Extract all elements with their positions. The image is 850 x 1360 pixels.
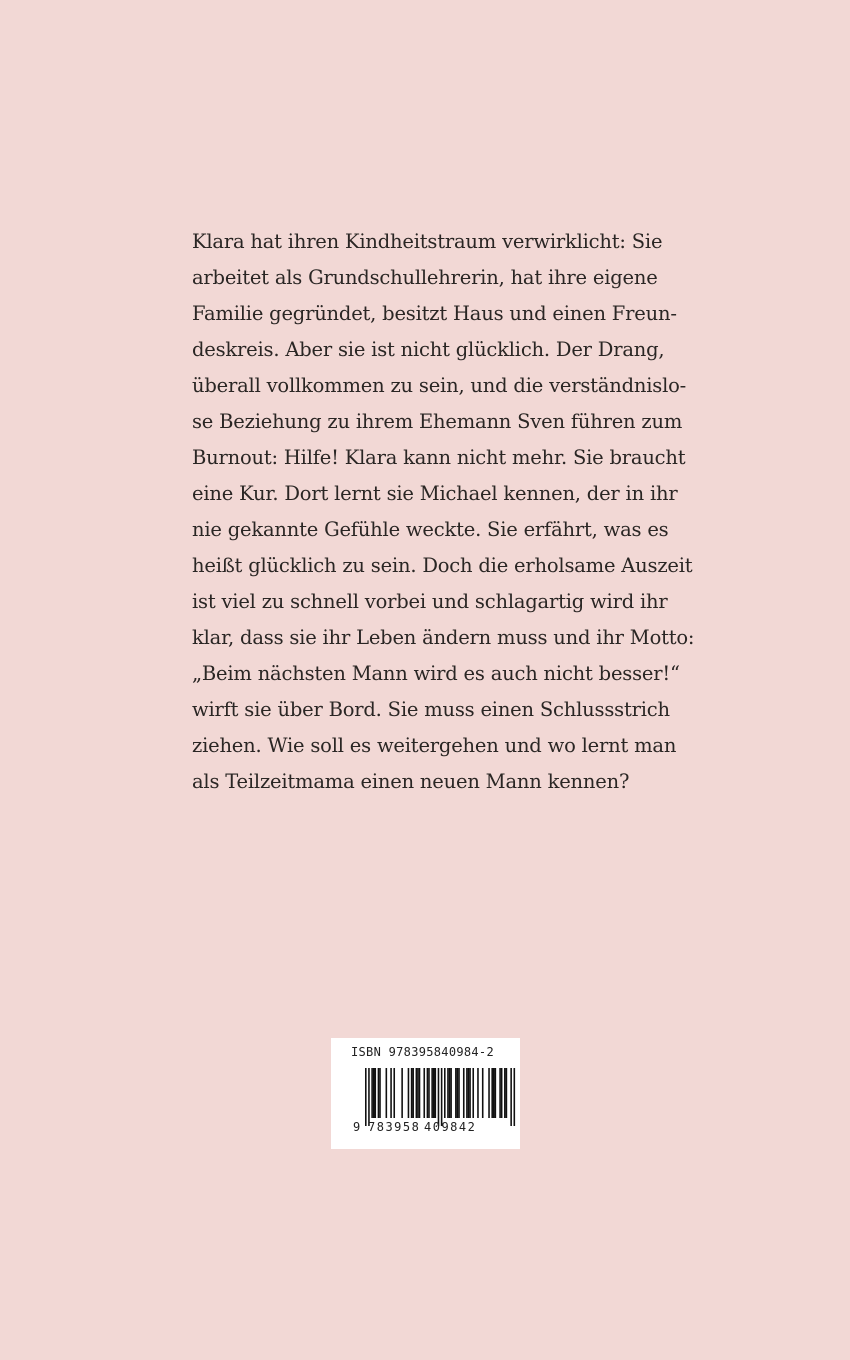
barcode-bar [386,1068,388,1118]
blurb-line: Burnout: Hilfe! Klara kann nicht mehr. Sie braucht [192,446,686,469]
barcode-bar [450,1068,452,1118]
barcode-bar [441,1068,443,1126]
barcode-bar [468,1068,470,1118]
barcode-bar [401,1068,403,1118]
barcode-bar [493,1068,495,1118]
barcode-bar [458,1068,460,1118]
blurb-line: heißt glücklich zu sein. Doch die erholsame Auszeit [192,554,693,577]
barcode-bar [472,1068,474,1118]
blurb-line: Klara hat ihren Kindheitstraum verwirklicht: Sie [192,230,663,253]
barcode-bar [371,1068,373,1118]
barcode-bar [510,1068,512,1126]
barcode-bar [390,1068,392,1118]
barcode-bar [501,1068,503,1118]
barcode-right-digits: 409842 [424,1120,477,1134]
barcode-bar [427,1068,429,1118]
barcode-bar [466,1068,468,1118]
blurb-line: überall vollkommen zu sein, und die verständnislo- [192,374,687,397]
barcode-bar [491,1068,493,1118]
blurb-line: klar, dass sie ihr Leben ändern muss und ihr Motto: [192,626,695,649]
barcode-bar [373,1068,375,1118]
barcode-bar [435,1068,437,1118]
blurb-line: als Teilzeitmama einen neuen Mann kennen? [192,770,630,793]
blurb-line: deskreis. Aber sie ist nicht glücklich. Der Drang, [192,338,665,361]
barcode-bar [368,1068,370,1126]
isbn-label: ISBN 978395840984-2 [351,1045,494,1059]
blurb-line: se Beziehung zu ihrem Ehemann Sven führen zum [192,410,683,433]
blurb-line: eine Kur. Dort lernt sie Michael kennen, der in ihr [192,482,678,505]
blurb-line: Familie gegründet, besitzt Haus und einen Freun- [192,302,677,325]
barcode-bar [412,1068,414,1118]
barcode-bar [449,1068,451,1118]
barcode-bar [416,1068,418,1118]
barcode-bar [419,1068,421,1118]
barcode-bar [428,1068,430,1118]
barcode-bar [488,1068,490,1118]
barcode-bar [408,1068,410,1118]
barcode-bar [455,1068,457,1118]
blurb-line: nie gekannte Gefühle weckte. Sie erfährt, was es [192,518,669,541]
barcode-bar [477,1068,479,1118]
isbn-barcode [331,1038,520,1149]
barcode-bar [365,1068,367,1126]
barcode-bar [482,1068,484,1118]
barcode-bar [495,1068,497,1118]
barcode-bar [444,1068,446,1118]
barcode-bar [374,1068,376,1118]
barcode-bar [499,1068,501,1118]
barcode-bar [431,1068,433,1118]
barcode-bar [463,1068,465,1118]
blurb-line: ist viel zu schnell vorbei und schlagartig wird ihr [192,590,668,613]
barcode-bar [514,1068,516,1126]
barcode-bar [423,1068,425,1118]
blurb-line: ziehen. Wie soll es weitergehen und wo lernt man [192,734,677,757]
barcode-bar [438,1068,440,1126]
barcode-bar [378,1068,380,1118]
barcode-bar [504,1068,506,1118]
barcode-bar [506,1068,508,1118]
barcode-bar [447,1068,449,1118]
barcode-bar [457,1068,459,1118]
barcode-bar [379,1068,381,1118]
barcode-bar [417,1068,419,1118]
barcode-bar [433,1068,435,1118]
barcode-left-digits: 783958 [368,1120,421,1134]
barcode-bar [411,1068,413,1118]
barcode-bar [393,1068,395,1118]
blurb-line: wirft sie über Bord. Sie muss einen Schlussstrich [192,698,670,721]
barcode-first-digit: 9 [353,1120,361,1134]
blurb-line: arbeitet als Grundschullehrerin, hat ihre eigene [192,266,658,289]
blurb-line: „Beim nächsten Mann wird es auch nicht besser!“ [192,662,680,685]
barcode-bar [469,1068,471,1118]
back-cover-blurb [192,224,695,800]
